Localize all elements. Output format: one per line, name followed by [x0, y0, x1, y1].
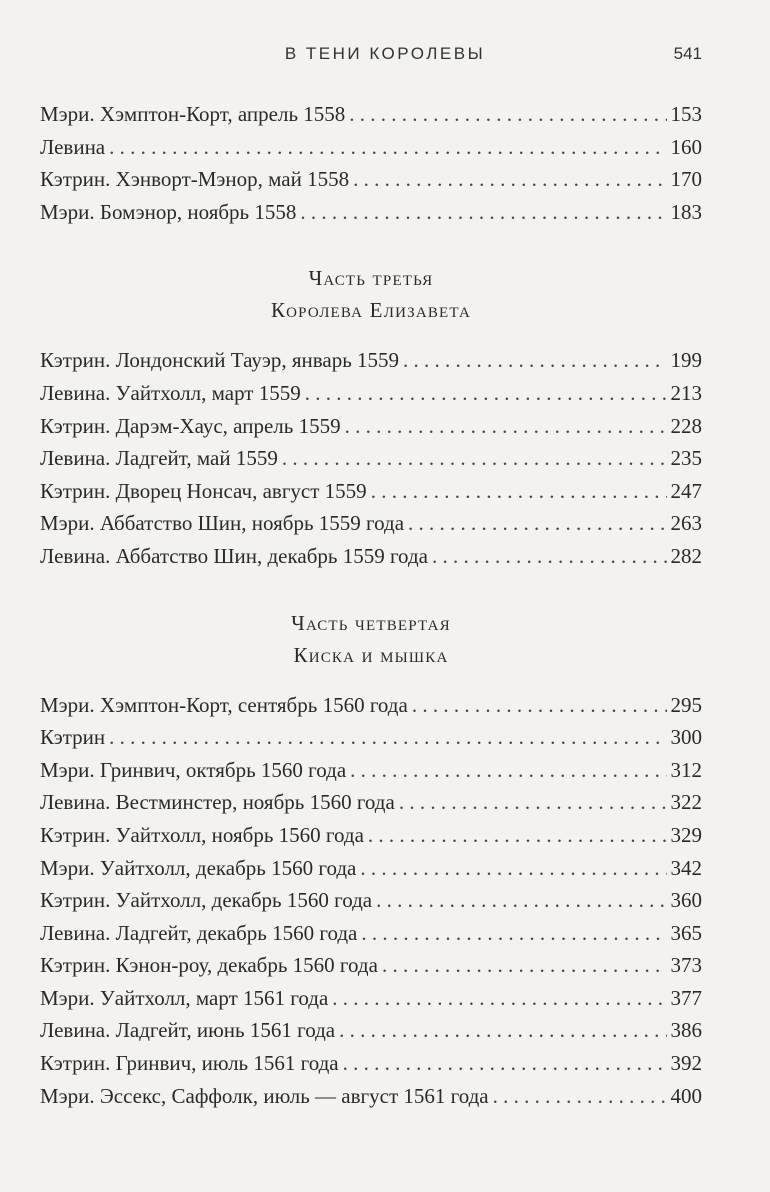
entry-title: Левина. Ладгейт, май 1559 [40, 446, 278, 471]
entry-page-number: 373 [670, 953, 702, 978]
entry-page-number: 386 [670, 1018, 702, 1043]
toc-entry [40, 135, 702, 168]
dot-leader [350, 758, 666, 783]
toc-group [40, 102, 702, 232]
part-title: Киска и мышка [293, 642, 449, 667]
entry-page-number: 247 [670, 478, 702, 503]
entry-page-number: 329 [670, 822, 702, 847]
dot-leader [300, 200, 666, 225]
entry-title: Мэри. Уайтхолл, март 1561 года [40, 985, 329, 1010]
part-label: Часть четвертая [291, 610, 451, 635]
dot-leader [408, 511, 666, 536]
entry-page-number: 400 [670, 1083, 702, 1108]
entry-title: Мэри. Хэмптон-Корт, апрель 1558 [40, 102, 346, 126]
entry-page-number: 377 [670, 985, 702, 1010]
toc-entry [40, 921, 702, 954]
table-of-contents [40, 102, 702, 1116]
entry-page-number: 263 [670, 511, 702, 536]
entry-title: Мэри. Гринвич, октябрь 1560 года [40, 757, 347, 782]
toc-entry [40, 758, 702, 791]
toc-entry [40, 790, 702, 823]
entry-title: Мэри. Аббатство Шин, ноябрь 1559 года [40, 511, 405, 536]
entry-page-number: 392 [670, 1051, 702, 1076]
entry-title: Мэри. Эссекс, Саффолк, июль — август 1561 года [40, 1083, 489, 1108]
part-title: Королева Елизавета [270, 298, 472, 323]
page-header [0, 44, 770, 74]
toc-entry [40, 856, 702, 889]
entry-title: Мэри. Уайтхолл, декабрь 1560 года [40, 855, 357, 880]
dot-leader [399, 790, 667, 815]
entry-title: Мэри. Хэмптон-Корт, сентябрь 1560 года [40, 692, 408, 717]
entry-page-number: 153 [670, 102, 702, 126]
entry-title: Кэтрин. Лондонский Тауэр, январь 1559 [40, 348, 400, 373]
toc-entry [40, 200, 702, 233]
toc-entry [40, 414, 702, 447]
entry-page-number: 235 [670, 446, 702, 471]
entry-page-number: 213 [670, 380, 702, 405]
toc-entry [40, 446, 702, 479]
toc-entry [40, 348, 702, 381]
toc-entry [40, 167, 702, 200]
entry-page-number: 342 [670, 855, 702, 880]
entry-title: Кэтрин. Уайтхолл, ноябрь 1560 года [40, 822, 364, 847]
entry-page-number: 228 [670, 413, 702, 438]
page-number: 541 [673, 44, 702, 63]
toc-entry [40, 544, 702, 577]
toc-group [40, 693, 702, 1117]
entry-page-number: 365 [670, 920, 702, 945]
entry-title: Левина. Ладгейт, июнь 1561 года [40, 1018, 336, 1043]
dot-leader [382, 953, 667, 978]
entry-page-number: 312 [670, 757, 702, 782]
toc-entry [40, 479, 702, 512]
toc-entry [40, 953, 702, 986]
entry-page-number: 360 [670, 888, 702, 913]
dot-leader [360, 856, 666, 881]
entry-page-number: 199 [670, 348, 702, 373]
entry-page-number: 282 [670, 543, 702, 568]
toc-entry [40, 1084, 702, 1117]
toc-entry [40, 511, 702, 544]
entry-title: Кэтрин. Уайтхолл, декабрь 1560 года [40, 888, 373, 913]
dot-leader [376, 888, 666, 913]
toc-entry [40, 823, 702, 856]
toc-entry [40, 102, 702, 135]
entry-page-number: 170 [670, 167, 702, 192]
toc-entry [40, 693, 702, 726]
toc-entry [40, 888, 702, 921]
toc-entry [40, 986, 702, 1019]
dot-leader [349, 102, 666, 127]
entry-page-number: 300 [670, 725, 702, 750]
toc-entry [40, 1018, 702, 1051]
dot-leader [282, 446, 667, 471]
toc-group [40, 348, 702, 576]
entry-page-number: 295 [670, 692, 702, 717]
dot-leader [345, 414, 667, 439]
dot-leader [343, 1051, 667, 1076]
dot-leader [371, 479, 667, 504]
entry-title: Левина. Вестминстер, ноябрь 1560 года [40, 790, 395, 815]
dot-leader [361, 921, 666, 946]
entry-title: Левина. Аббатство Шин, декабрь 1559 года [40, 543, 428, 568]
dot-leader [432, 544, 667, 569]
entry-title: Левина. Ладгейт, декабрь 1560 года [40, 920, 358, 945]
dot-leader [305, 381, 667, 406]
entry-title: Кэтрин. Гринвич, июль 1561 года [40, 1051, 339, 1076]
running-title: В ТЕНИ КОРОЛЕВЫ [284, 44, 486, 63]
entry-title: Левина [40, 134, 106, 159]
entry-title: Кэтрин. Кэнон-роу, декабрь 1560 года [40, 953, 378, 978]
dot-leader [412, 693, 667, 718]
entry-page-number: 322 [670, 790, 702, 815]
entry-title: Кэтрин. Дворец Нонсач, август 1559 [40, 478, 367, 503]
dot-leader [332, 986, 666, 1011]
entry-title: Кэтрин. Дарэм-Хаус, апрель 1559 [40, 413, 341, 438]
entry-page-number: 160 [670, 134, 702, 159]
dot-leader [493, 1084, 667, 1109]
toc-entry [40, 1051, 702, 1084]
toc-entry [40, 381, 702, 414]
entry-page-number: 183 [670, 199, 702, 224]
dot-leader [339, 1018, 666, 1043]
dot-leader [368, 823, 667, 848]
toc-entry [40, 725, 702, 758]
dot-leader [109, 725, 666, 750]
dot-leader [353, 167, 666, 192]
entry-title: Кэтрин. Хэнворт-Мэнор, май 1558 [40, 167, 350, 192]
entry-title: Мэри. Бомэнор, ноябрь 1558 [40, 199, 297, 224]
entry-title: Кэтрин [40, 725, 106, 750]
dot-leader [403, 348, 666, 373]
entry-title: Левина. Уайтхолл, март 1559 [40, 380, 301, 405]
part-label: Часть третья [308, 266, 434, 291]
dot-leader [109, 135, 666, 160]
